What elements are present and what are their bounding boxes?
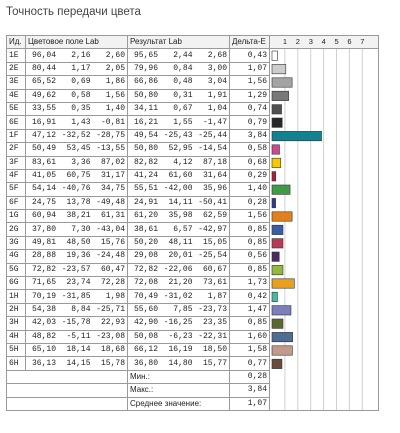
target-lab-a: 23,74	[66, 278, 91, 288]
patch-id: 5H	[7, 343, 26, 356]
target-lab-a: -40,76	[61, 184, 91, 194]
target-lab-b: 15,76	[100, 238, 125, 248]
delta-e-value: 0,58	[230, 143, 270, 156]
delta-e-value: 3,84	[230, 129, 270, 142]
delta-e-value: 0,29	[230, 169, 270, 182]
result-lab	[128, 236, 230, 249]
target-lab-a: -15,78	[61, 318, 91, 328]
target-lab	[26, 89, 128, 102]
target-lab-b: 2,05	[105, 63, 125, 73]
target-lab	[26, 236, 128, 249]
target-lab	[26, 317, 128, 330]
delta-e-value: 1,60	[230, 330, 270, 343]
delta-e-value: 1,07	[230, 62, 270, 75]
patch-id: 6E	[7, 116, 26, 129]
result-lab-a: 2,44	[173, 50, 193, 60]
delta-e-value: 0,74	[230, 102, 270, 115]
target-lab-l: 65,52	[31, 77, 56, 87]
target-lab-b: 61,31	[100, 211, 125, 221]
target-lab-l: 16,91	[31, 117, 56, 127]
target-lab-a: 0,58	[71, 90, 91, 100]
result-lab	[128, 196, 230, 209]
result-lab-b: 23,35	[202, 318, 227, 328]
target-lab	[26, 143, 128, 156]
target-lab-a: 2,16	[71, 50, 91, 60]
patch-id: 4G	[7, 250, 26, 263]
delta-e-value: 1,73	[230, 277, 270, 290]
result-lab-l: 66,12	[133, 345, 158, 355]
result-lab-a: -42,00	[163, 184, 193, 194]
header-target-lab: Цветовое поле Lab	[26, 36, 128, 49]
result-lab-l: 79,96	[133, 63, 158, 73]
result-lab-b: 2,68	[207, 50, 227, 60]
target-lab	[26, 343, 128, 356]
summary-spacer	[7, 370, 128, 383]
color-accuracy-table	[6, 35, 379, 411]
result-lab-l: 55,60	[133, 305, 158, 314]
delta-e-bar	[272, 185, 290, 194]
summary-label: Мин.:	[128, 370, 230, 383]
delta-e-value: 0,85	[230, 263, 270, 276]
target-lab	[26, 250, 128, 263]
result-lab-a: 0,84	[173, 63, 193, 73]
patch-id: 3F	[7, 156, 26, 169]
target-lab-l: 70,19	[31, 291, 56, 301]
result-lab-b: -50,41	[198, 197, 227, 207]
result-lab	[128, 263, 230, 276]
result-lab-l: 38,61	[133, 224, 158, 234]
result-lab	[128, 357, 230, 370]
delta-e-bar	[272, 172, 276, 181]
target-lab-l: 36,13	[31, 358, 56, 368]
patch-id: 6G	[7, 277, 26, 290]
result-lab-a: 48,11	[168, 238, 193, 248]
patch-id: 3H	[7, 317, 26, 330]
table-row	[7, 49, 379, 62]
delta-e-value: 0,28	[230, 196, 270, 209]
result-lab-a: 61,60	[168, 171, 193, 181]
result-lab-b: -1,47	[202, 117, 227, 127]
result-lab-l: 66,86	[133, 77, 158, 87]
result-lab	[128, 277, 230, 290]
result-lab	[128, 129, 230, 142]
patch-id: 4F	[7, 169, 26, 182]
target-lab	[26, 277, 128, 290]
result-lab-l: 42,90	[133, 318, 158, 328]
target-lab-a: 0,69	[71, 77, 91, 87]
target-lab-a: 60,75	[66, 171, 91, 181]
delta-e-value: 0,85	[230, 223, 270, 236]
patch-id: 1G	[7, 210, 26, 223]
result-lab-l: 70,49	[133, 291, 158, 301]
target-lab-l: 33,55	[31, 104, 56, 114]
result-lab-a: 14,80	[168, 358, 193, 368]
result-lab	[128, 143, 230, 156]
result-lab-l: 16,21	[133, 117, 158, 127]
target-lab-a: 19,36	[66, 251, 91, 261]
delta-e-value: 1,56	[230, 210, 270, 223]
result-lab	[128, 223, 230, 236]
target-lab-l: 48,82	[31, 331, 56, 341]
result-lab-b: -23,73	[198, 305, 227, 314]
result-lab-a: 0,67	[173, 104, 193, 114]
delta-e-value: 1,58	[230, 343, 270, 356]
patch-id: 4H	[7, 330, 26, 343]
target-lab-b: 87,02	[100, 157, 125, 167]
target-lab-a: -32,52	[61, 130, 91, 140]
result-lab-a: 16,19	[168, 345, 193, 355]
delta-e-bar	[272, 92, 289, 101]
result-lab-b: 15,05	[202, 238, 227, 248]
delta-e-bar	[272, 78, 292, 87]
target-lab-b: 1,86	[105, 77, 125, 87]
target-lab-a: 7,30	[71, 224, 91, 234]
delta-e-value: 0,85	[230, 317, 270, 330]
target-lab-b: 72,28	[100, 278, 125, 288]
target-lab-b: 18,68	[100, 345, 125, 355]
delta-e-bar	[272, 65, 286, 74]
target-lab-b: -0,81	[100, 117, 125, 127]
result-lab-a: -31,02	[163, 291, 193, 301]
delta-e-value: 0,77	[230, 357, 270, 370]
target-lab-l: 60,94	[31, 211, 56, 221]
patch-id: 6H	[7, 357, 26, 370]
result-lab-l: 50,80	[133, 144, 158, 154]
target-lab-b: -43,04	[96, 224, 125, 234]
target-lab	[26, 357, 128, 370]
result-lab-b: 15,77	[202, 358, 227, 368]
summary-label: Среднее значение:	[128, 397, 230, 410]
target-lab-b: 1,40	[105, 104, 125, 114]
result-lab-l: 55,51	[133, 184, 158, 194]
target-lab-l: 50,49	[31, 144, 56, 154]
result-lab-l: 49,54	[133, 130, 158, 140]
target-lab-a: 1,17	[71, 63, 91, 73]
target-lab-l: 71,65	[31, 278, 56, 288]
result-lab-b: -42,97	[198, 224, 227, 234]
result-lab-a: 4,12	[173, 157, 193, 167]
target-lab-b: -23,08	[96, 331, 125, 341]
target-lab	[26, 129, 128, 142]
result-lab-b: 73,61	[202, 278, 227, 288]
result-lab	[128, 330, 230, 343]
result-lab	[128, 102, 230, 115]
result-lab-b: 62,59	[202, 211, 227, 221]
target-lab-l: 37,80	[31, 224, 56, 234]
result-lab-b: 3,00	[207, 63, 227, 73]
target-lab-b: -13,55	[96, 144, 125, 154]
target-lab-l: 49,62	[31, 90, 56, 100]
delta-e-bar-chart	[270, 49, 379, 410]
result-lab-b: -14,54	[198, 144, 227, 154]
delta-e-value: 1,40	[230, 183, 270, 196]
delta-e-bar	[272, 118, 282, 127]
target-lab-l: 49,81	[31, 238, 56, 248]
target-lab-b: 60,47	[100, 264, 125, 274]
result-lab-a: 52,95	[168, 144, 193, 154]
target-lab-b: -25,71	[96, 305, 125, 314]
result-lab-l: 36,80	[133, 358, 158, 368]
delta-e-bar	[272, 226, 283, 235]
result-lab-b: 1,87	[207, 291, 227, 301]
scale-tick-label: 7	[360, 37, 365, 46]
target-lab-a: 18,14	[66, 345, 91, 355]
result-lab-a: -16,25	[163, 318, 193, 328]
target-lab-a: -23,57	[61, 264, 91, 274]
delta-e-value: 1,56	[230, 76, 270, 89]
patch-id: 2E	[7, 62, 26, 75]
result-lab-b: -25,44	[198, 130, 227, 140]
delta-e-bar	[272, 360, 282, 369]
result-lab-b: 1,04	[207, 104, 227, 114]
target-lab	[26, 76, 128, 89]
target-lab-l: 80,44	[31, 63, 56, 73]
result-lab	[128, 169, 230, 182]
patch-id: 3G	[7, 236, 26, 249]
delta-e-value: 0,68	[230, 156, 270, 169]
result-lab-l: 72,08	[133, 278, 158, 288]
result-lab	[128, 76, 230, 89]
target-lab-b: 15,78	[100, 358, 125, 368]
result-lab-l: 72,82	[133, 264, 158, 274]
result-lab	[128, 290, 230, 303]
target-lab-a: 8,84	[71, 305, 91, 314]
result-lab-b: 87,18	[202, 157, 227, 167]
delta-e-value: 0,43	[230, 49, 270, 62]
result-lab-b: -25,54	[198, 251, 227, 261]
summary-label: Макс.:	[128, 384, 230, 397]
chart-scale-header	[270, 36, 379, 49]
delta-e-value: 1,47	[230, 303, 270, 316]
target-lab	[26, 223, 128, 236]
patch-id: 2G	[7, 223, 26, 236]
header-id: Ид.	[7, 36, 26, 49]
delta-e-bar	[272, 266, 283, 275]
result-lab-l: 61,20	[133, 211, 158, 221]
patch-id: 2H	[7, 303, 26, 316]
target-lab	[26, 102, 128, 115]
target-lab	[26, 330, 128, 343]
target-lab-l: 72,82	[31, 264, 56, 274]
target-lab-b: -24,48	[96, 251, 125, 261]
target-lab	[26, 49, 128, 62]
target-lab-l: 54,38	[31, 305, 56, 314]
target-lab-b: -49,48	[96, 197, 125, 207]
delta-e-bar	[272, 333, 293, 342]
target-lab-b: 22,93	[100, 318, 125, 328]
target-lab-l: 83,61	[31, 157, 56, 167]
target-lab-a: 14,15	[66, 358, 91, 368]
patch-id: 3E	[7, 76, 26, 89]
result-lab-a: 1,55	[173, 117, 193, 127]
target-lab	[26, 62, 128, 75]
delta-e-bar	[272, 279, 294, 288]
result-lab-l: 34,11	[133, 104, 158, 114]
target-lab-a: -31,85	[61, 291, 91, 301]
result-lab-a: 7,85	[173, 305, 193, 314]
result-lab-a: 0,48	[173, 77, 193, 87]
result-lab-l: 82,82	[133, 157, 158, 167]
target-lab	[26, 290, 128, 303]
target-lab	[26, 196, 128, 209]
target-lab-l: 24,75	[31, 197, 56, 207]
result-lab	[128, 116, 230, 129]
target-lab-b: 1,56	[105, 90, 125, 100]
patch-id: 1F	[7, 129, 26, 142]
target-lab-b: 31,17	[100, 171, 125, 181]
delta-e-bar	[272, 199, 276, 208]
patch-id: 5E	[7, 102, 26, 115]
result-lab-a: 0,31	[173, 90, 193, 100]
result-lab-b: 3,04	[207, 77, 227, 87]
scale-tick-label: 6	[347, 37, 352, 46]
delta-e-value: 1,29	[230, 89, 270, 102]
target-lab	[26, 183, 128, 196]
result-lab-l: 24,91	[133, 197, 158, 207]
result-lab	[128, 89, 230, 102]
result-lab-l: 50,08	[133, 331, 158, 341]
result-lab-a: -22,06	[163, 264, 193, 274]
delta-e-bar	[272, 239, 283, 248]
delta-e-bar	[272, 132, 322, 141]
header-result-lab: Результат Lab	[128, 36, 230, 49]
result-lab-a: -6,23	[168, 331, 193, 341]
result-lab	[128, 317, 230, 330]
result-lab-a: 21,20	[168, 278, 193, 288]
delta-e-bar	[272, 346, 292, 355]
target-lab-b: 2,60	[105, 50, 125, 60]
result-lab-a: -25,43	[163, 130, 193, 140]
result-lab	[128, 343, 230, 356]
result-lab-b: 31,64	[202, 171, 227, 181]
target-lab-a: 48,50	[66, 238, 91, 248]
scale-tick-label: 2	[295, 37, 300, 46]
target-lab-l: 28,88	[31, 251, 56, 261]
delta-e-bar	[272, 145, 279, 154]
patch-id: 1H	[7, 290, 26, 303]
summary-value: 0,28	[230, 370, 270, 383]
result-lab	[128, 183, 230, 196]
scale-tick-label: 4	[321, 37, 326, 46]
delta-e-bar	[272, 252, 279, 261]
delta-e-bar	[272, 293, 277, 302]
target-lab-b: 34,75	[100, 184, 125, 194]
scale-tick-label: 1	[282, 37, 288, 46]
target-lab-b: 1,98	[105, 291, 125, 301]
target-lab-a: 38,21	[66, 211, 91, 221]
patch-id: 1E	[7, 49, 26, 62]
summary-spacer	[7, 397, 128, 410]
target-lab-l: 42,03	[31, 318, 56, 328]
result-lab-b: 35,96	[202, 184, 227, 194]
delta-e-value: 0,85	[230, 236, 270, 249]
target-lab	[26, 210, 128, 223]
target-lab-a: 0,35	[71, 104, 91, 114]
patch-id: 5G	[7, 263, 26, 276]
target-lab	[26, 169, 128, 182]
result-lab-l: 95,65	[133, 50, 158, 60]
result-lab-b: 1,91	[207, 90, 227, 100]
target-lab-a: -5,11	[66, 331, 91, 341]
delta-e-bar	[272, 306, 291, 315]
delta-e-bar-cell	[270, 49, 379, 411]
result-lab	[128, 156, 230, 169]
patch-id: 5F	[7, 183, 26, 196]
patch-id: 6F	[7, 196, 26, 209]
target-lab-a: 1,43	[71, 117, 91, 127]
result-lab-l: 50,20	[133, 238, 158, 248]
result-lab-l: 29,08	[133, 251, 158, 261]
summary-value: 1,07	[230, 397, 270, 410]
target-lab-l: 41,05	[31, 171, 56, 181]
scale-tick-label: 3	[308, 37, 313, 46]
result-lab-b: -22,31	[198, 331, 227, 341]
target-lab-b: -28,75	[96, 130, 125, 140]
target-lab	[26, 156, 128, 169]
target-lab-l: 47,12	[31, 130, 56, 140]
patch-id: 4E	[7, 89, 26, 102]
target-lab-l: 96,04	[31, 50, 56, 60]
delta-e-value: 0,79	[230, 116, 270, 129]
result-lab	[128, 49, 230, 62]
header-row	[7, 36, 379, 49]
page-title: Точность передачи цвета	[6, 6, 141, 18]
result-lab-a: 14,11	[168, 197, 193, 207]
delta-e-bar	[272, 212, 292, 221]
header-delta-e: Дельта-E	[230, 36, 270, 49]
target-lab-l: 65,10	[31, 345, 56, 355]
result-lab-l: 41,24	[133, 171, 158, 181]
result-lab-a: 35,98	[168, 211, 193, 221]
target-lab-a: 53,45	[66, 144, 91, 154]
result-lab	[128, 250, 230, 263]
delta-e-bar	[272, 51, 278, 60]
result-lab-b: 18,50	[202, 345, 227, 355]
delta-e-bar	[272, 159, 281, 168]
summary-spacer	[7, 384, 128, 397]
target-lab-l: 54,14	[31, 184, 56, 194]
result-lab	[128, 62, 230, 75]
target-lab-a: 3,36	[71, 157, 91, 167]
delta-e-value: 0,56	[230, 250, 270, 263]
result-lab	[128, 210, 230, 223]
delta-e-bar	[272, 105, 282, 114]
target-lab-a: 13,78	[66, 197, 91, 207]
target-lab	[26, 303, 128, 316]
target-lab	[26, 263, 128, 276]
delta-e-value: 0,42	[230, 290, 270, 303]
summary-value: 3,84	[230, 384, 270, 397]
result-lab-b: 60,67	[202, 264, 227, 274]
delta-e-bar	[272, 319, 283, 328]
result-lab-l: 50,80	[133, 90, 158, 100]
target-lab	[26, 116, 128, 129]
result-lab-a: 20,01	[168, 251, 193, 261]
patch-id: 2F	[7, 143, 26, 156]
result-lab	[128, 303, 230, 316]
result-lab-a: 6,57	[173, 224, 193, 234]
scale-tick-label: 5	[334, 37, 339, 46]
